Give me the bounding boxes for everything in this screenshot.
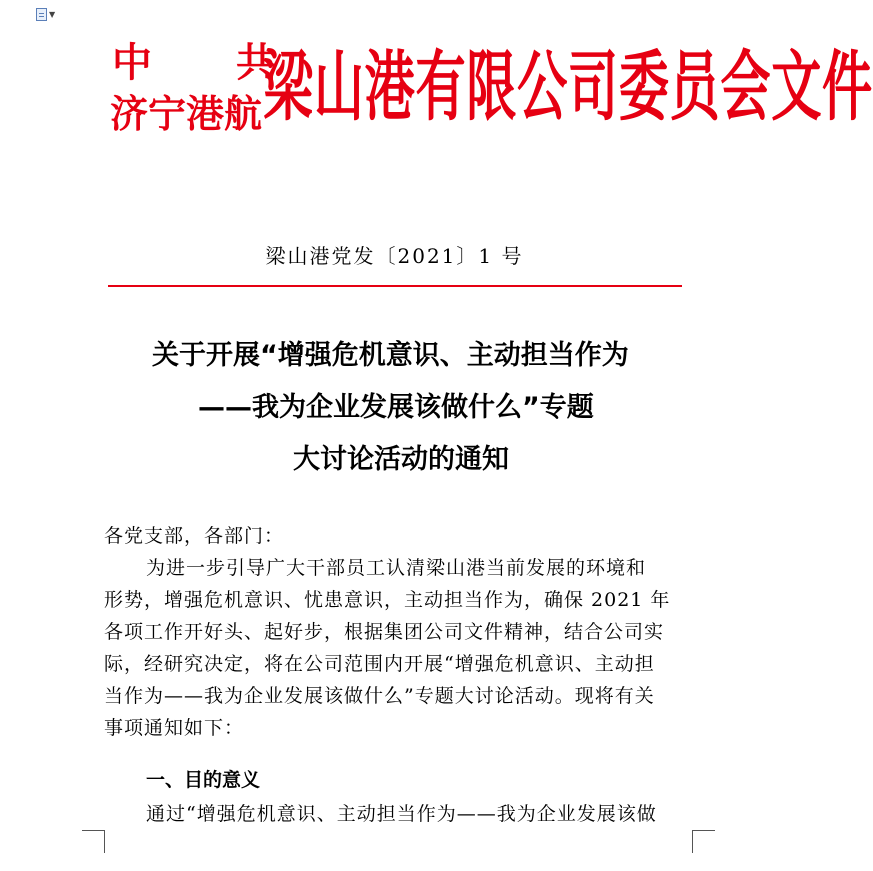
- document-icon: [36, 8, 47, 21]
- paragraph-line: 当作为——我为企业发展该做什么”专题大讨论活动。现将有关: [104, 685, 655, 707]
- paragraph-line: 通过“增强危机意识、主动担当作为——我为企业发展该做: [146, 803, 657, 825]
- paragraph-line: 际，经研究决定，将在公司范围内开展“增强危机意识、主动担: [104, 653, 655, 675]
- red-letterhead: [100, 35, 873, 145]
- paragraph-line: 各项工作开好头、起好步，根据集团公司文件精神，结合公司实: [104, 621, 665, 643]
- document-icon-menu[interactable]: [36, 6, 62, 22]
- page-corner-marker-left: [82, 830, 105, 853]
- paragraph-line: 为进一步引导广大干部员工认清梁山港当前发展的环境和: [146, 557, 647, 579]
- red-divider: [108, 285, 682, 287]
- page-corner-marker-right: [692, 830, 715, 853]
- title-line-3: 大讨论活动的通知: [293, 444, 509, 475]
- paragraph-line: 形势，增强危机意识、忧患意识，主动担当作为，确保 2021 年: [104, 589, 671, 611]
- title-line-1: 关于开展“增强危机意识、主动担当作为: [152, 340, 629, 371]
- section-heading: 一、目的意义: [146, 769, 261, 791]
- letterhead-line2: 济宁港航: [110, 92, 263, 136]
- letterhead-line1: 中 共: [112, 40, 298, 86]
- letterhead-org-title: 梁山港有限公司委员会文件: [263, 42, 873, 131]
- chevron-down-icon: ▼: [49, 9, 56, 19]
- title-line-2: ——我为企业发展该做什么”专题: [198, 392, 594, 423]
- salutation: 各党支部，各部门：: [104, 525, 285, 547]
- paragraph-line: 事项通知如下：: [104, 717, 245, 739]
- document-number: 梁山港党发〔2021〕1 号: [265, 244, 524, 268]
